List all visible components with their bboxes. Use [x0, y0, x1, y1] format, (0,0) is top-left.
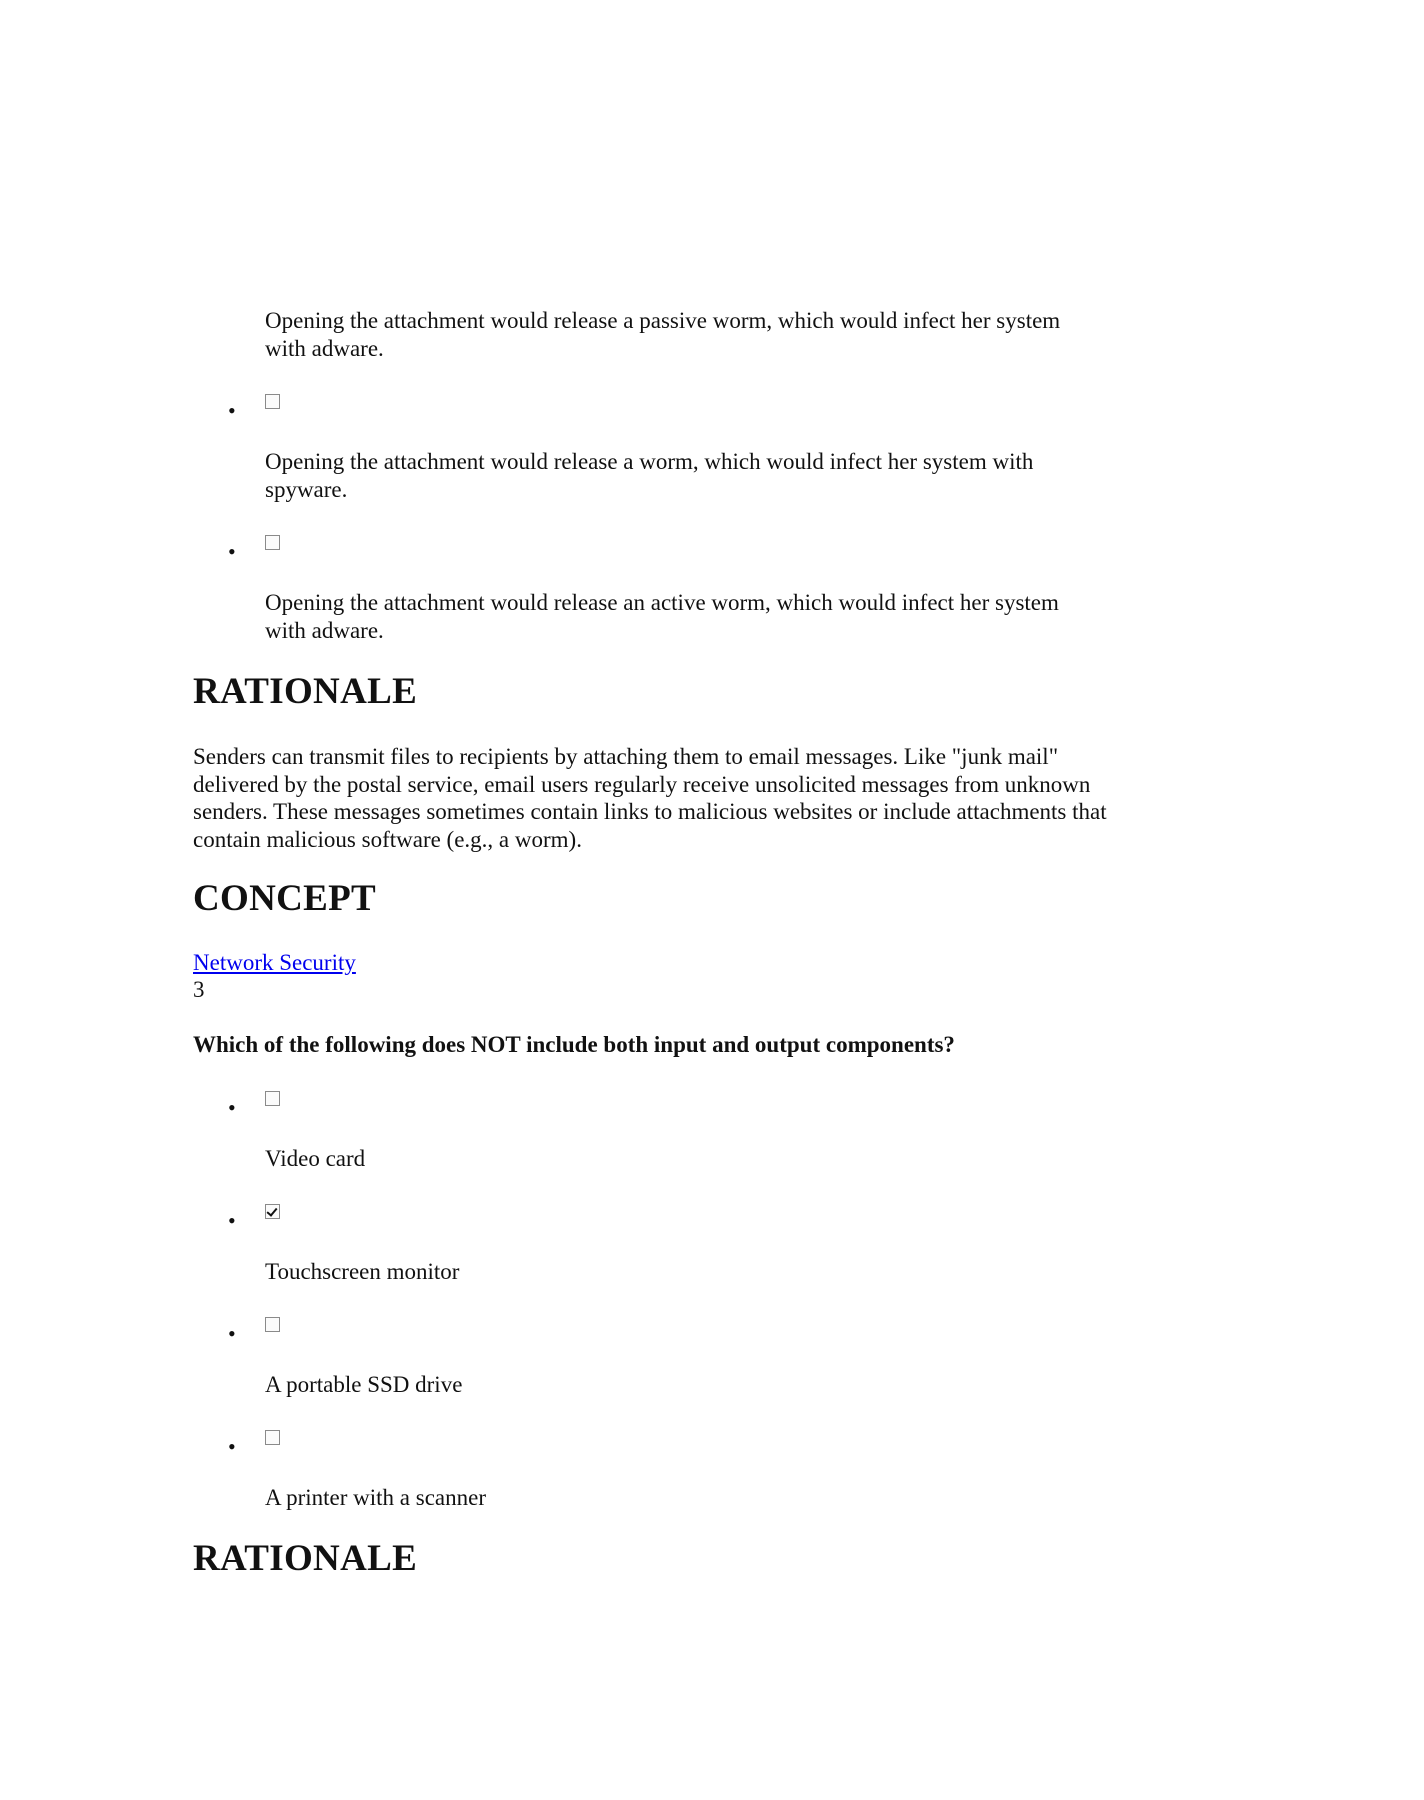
option-text: A portable SSD drive [265, 1372, 463, 1397]
option-text: Video card [265, 1146, 366, 1171]
option-text: Opening the attachment would release a worm, which would infect her system with spyware. [265, 449, 1034, 502]
concept-heading: CONCEPT [193, 878, 376, 919]
rationale-heading-q3: RATIONALE [193, 1538, 418, 1579]
option-spyware-worm[interactable] [193, 394, 1185, 423]
option-passive-worm [265, 307, 1105, 363]
bullet-icon: • [228, 398, 236, 423]
option-active-worm-label [265, 589, 1105, 645]
option-checkbox[interactable] [265, 1430, 280, 1445]
bullet-icon: • [228, 1208, 236, 1233]
option-active-worm[interactable] [193, 535, 1185, 564]
rationale-text: Senders can transmit files to recipients by attaching them to email messages. Like "junk mail" delivered by the postal service, email users regularly receive unsolicited messages from unknown senders. These messages sometimes contain links to malicious websites or include attachments that contain malicious software (e.g., a worm). [193, 744, 1107, 852]
bullet-icon: • [228, 539, 236, 564]
option-checkbox[interactable] [265, 535, 280, 550]
question-number: 3 [193, 977, 205, 1002]
option-video-card[interactable] [193, 1091, 1185, 1120]
concept-link[interactable]: Network Security [193, 950, 356, 975]
option-printer-scanner[interactable] [193, 1430, 1185, 1459]
bullet-icon: • [228, 1095, 236, 1120]
option-checkbox-checked[interactable] [265, 1204, 280, 1219]
option-touchscreen-monitor[interactable] [193, 1204, 1185, 1233]
option-text: Opening the attachment would release a passive worm, which would infect her system with adware. [265, 308, 1061, 361]
option-checkbox[interactable] [265, 394, 280, 409]
rationale-heading: RATIONALE [193, 671, 418, 712]
option-checkbox[interactable] [265, 1091, 280, 1106]
option-text: Touchscreen monitor [265, 1259, 460, 1284]
option-text: Opening the attachment would release an active worm, which would infect her system with adware. [265, 590, 1059, 643]
option-spyware-worm-label [265, 448, 1105, 504]
option-portable-ssd[interactable] [193, 1317, 1185, 1346]
bullet-icon: • [228, 1321, 236, 1346]
question-text: Which of the following does NOT include both input and output components? [193, 1032, 955, 1057]
bullet-icon: • [228, 1434, 236, 1459]
option-text: A printer with a scanner [265, 1485, 486, 1510]
option-checkbox[interactable] [265, 1317, 280, 1332]
